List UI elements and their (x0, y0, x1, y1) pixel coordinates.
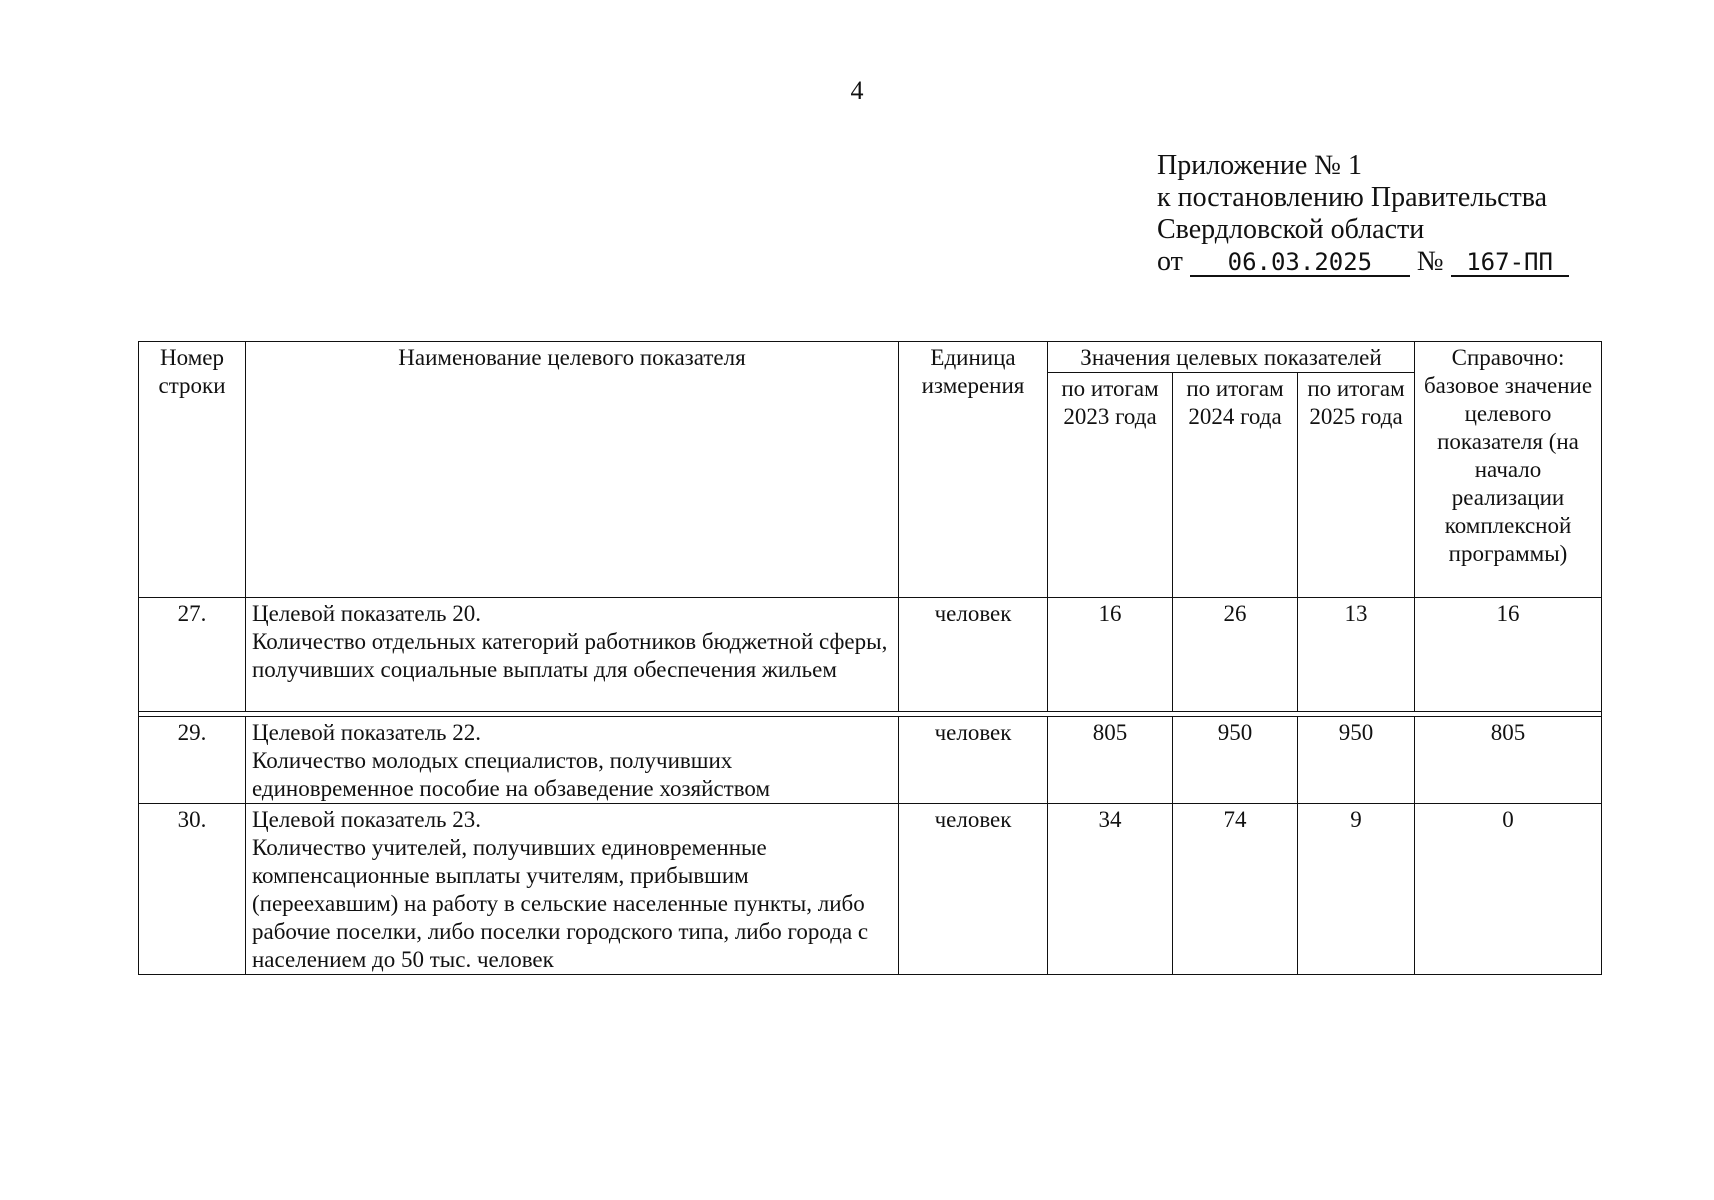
header-indicator-name: Наименование целевого показателя (246, 342, 899, 598)
indicator-name-cell (246, 598, 899, 712)
value-2024: 950 (1173, 717, 1298, 804)
unit-cell: человек (899, 804, 1048, 975)
base-value: 16 (1415, 598, 1602, 712)
indicator-title: Целевой показатель 20. (252, 601, 482, 626)
header-unit: Единица измерения (899, 342, 1048, 598)
number-prefix: № (1416, 246, 1444, 277)
value-2023: 34 (1048, 804, 1173, 975)
header-row-number: Номер строки (139, 342, 246, 598)
row-number: 30. (139, 804, 246, 975)
indicator-name-cell (246, 717, 899, 804)
appendix-header (1157, 150, 1569, 278)
header-reference: Справочно: базовое значение целевого показателя (на начало реализации комплексной программы) (1415, 342, 1602, 598)
value-2023: 16 (1048, 598, 1173, 712)
value-2025: 950 (1298, 717, 1415, 804)
table-row (139, 598, 1602, 712)
value-2023: 805 (1048, 717, 1173, 804)
row-number: 27. (139, 598, 246, 712)
value-2024: 26 (1173, 598, 1298, 712)
indicator-description: Количество отдельных категорий работников бюджетной сферы, получивших социальные выплаты для обеспечения жильем (252, 629, 888, 682)
unit-cell: человек (899, 717, 1048, 804)
appendix-line-3: Свердловской области (1157, 214, 1425, 245)
appendix-date-line (1157, 246, 1569, 278)
base-value: 0 (1415, 804, 1602, 975)
appendix-line-2: к постановлению Правительства (1157, 182, 1548, 213)
value-2025: 9 (1298, 804, 1415, 975)
indicator-description: Количество учителей, получивших единовременные компенсационные выплаты учителям, прибывшим (переехавшим) на работу в сельские населенные пункты, либо рабочие поселки, либо поселки городского типа, либо города с населением до 50 тыс. человек (252, 835, 869, 972)
table-row (139, 717, 1602, 804)
header-year-2024: по итогам 2024 года (1173, 373, 1298, 598)
header-year-2025: по итогам 2025 года (1298, 373, 1415, 598)
indicator-title: Целевой показатель 23. (252, 807, 482, 832)
date-value: 06.03.2025 (1190, 249, 1410, 277)
header-year-2023: по итогам 2023 года (1048, 373, 1173, 598)
row-number: 29. (139, 717, 246, 804)
header-values-group: Значения целевых показателей (1048, 342, 1415, 373)
table-header-row (139, 342, 1602, 373)
value-2025: 13 (1298, 598, 1415, 712)
indicator-name-cell (246, 804, 899, 975)
number-value: 167-ПП (1451, 249, 1569, 277)
date-prefix: от (1157, 246, 1183, 277)
target-indicators-table (138, 341, 1602, 975)
indicator-description: Количество молодых специалистов, получивших единовременное пособие на обзаведение хозяйством (252, 748, 771, 801)
unit-cell: человек (899, 598, 1048, 712)
base-value: 805 (1415, 717, 1602, 804)
indicator-title: Целевой показатель 22. (252, 720, 482, 745)
table-row (139, 804, 1602, 975)
appendix-line-1: Приложение № 1 (1157, 150, 1362, 181)
value-2024: 74 (1173, 804, 1298, 975)
page-number: 4 (850, 76, 864, 105)
